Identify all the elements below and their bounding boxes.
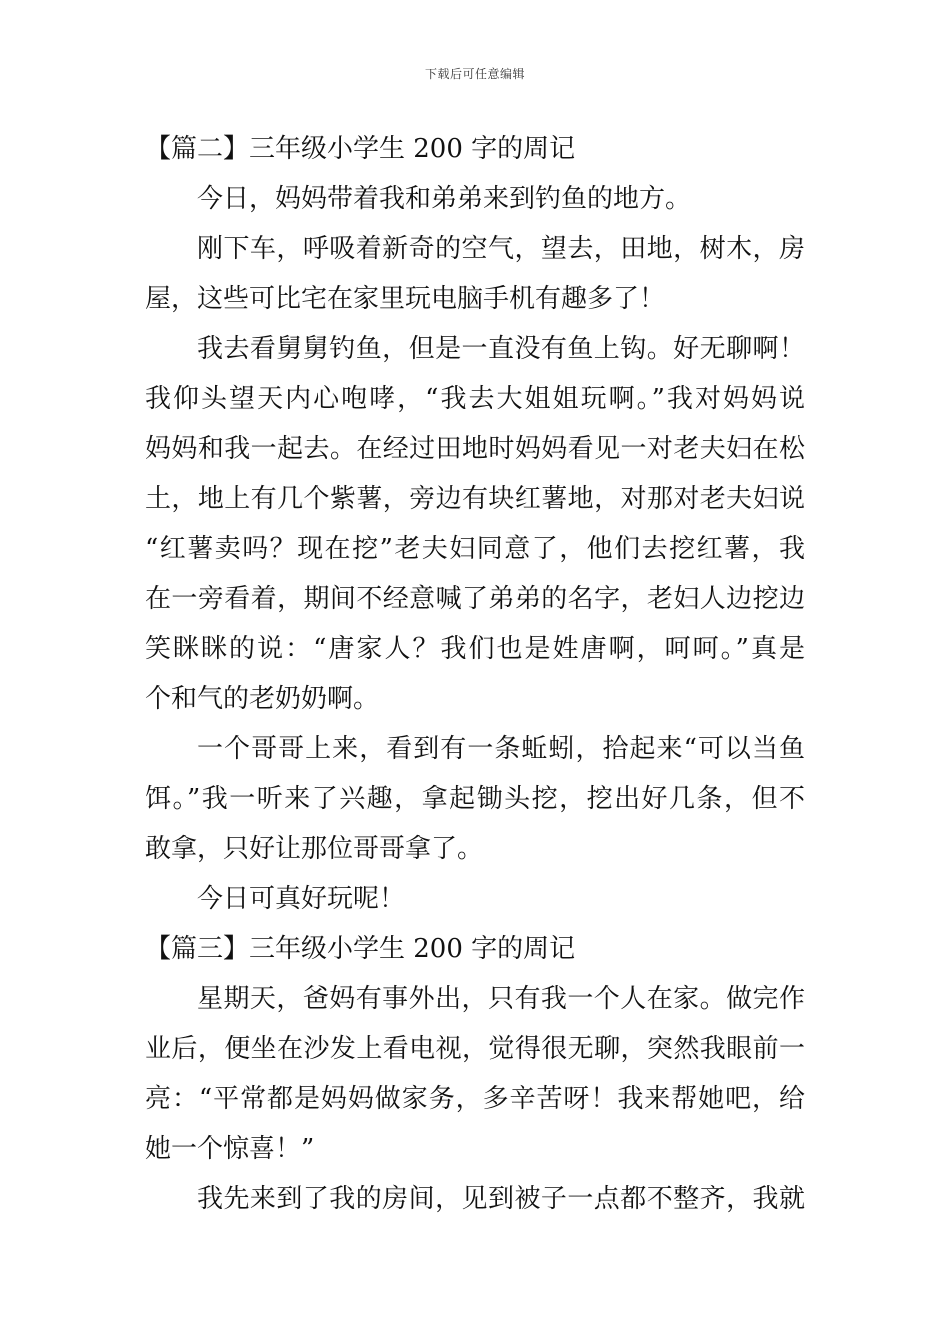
text-line: 妈妈和我一起去。在经过田地时妈妈看见一对老夫妇在松 bbox=[145, 434, 805, 464]
text-line: 我先来到了我的房间，见到被子一点都不整齐，我就 bbox=[197, 1184, 805, 1214]
text-line: 笑眯眯的说：“唐家人？我们也是姓唐啊，呵呵。”真是 bbox=[145, 634, 805, 664]
text-line: 一个哥哥上来，看到有一条蚯蚓，拾起来“可以当鱼 bbox=[197, 734, 805, 764]
text-line: 【篇三】三年级小学生 200 字的周记 bbox=[145, 934, 576, 964]
text-line: 在一旁看着，期间不经意喊了弟弟的名字，老妇人边挖边 bbox=[145, 584, 805, 614]
text-line: 土，地上有几个紫薯，旁边有块红薯地，对那对老夫妇说 bbox=[145, 484, 805, 514]
text-line: 今日，妈妈带着我和弟弟来到钓鱼的地方。 bbox=[197, 184, 692, 214]
text-line: 业后，便坐在沙发上看电视，觉得很无聊，突然我眼前一 bbox=[145, 1034, 805, 1064]
text-line: 敢拿，只好让那位哥哥拿了。 bbox=[145, 834, 484, 864]
text-line: 她一个惊喜！” bbox=[145, 1134, 315, 1164]
text-line: 个和气的老奶奶啊。 bbox=[145, 684, 380, 714]
page-header: 下载后可任意编辑 bbox=[424, 67, 525, 81]
text-line: 【篇二】三年级小学生 200 字的周记 bbox=[145, 134, 576, 164]
text-line: 今日可真好玩呢！ bbox=[197, 884, 406, 914]
text-line: 我仰头望天内心咆哮，“我去大姐姐玩啊。”我对妈妈说 bbox=[145, 384, 805, 414]
document-body bbox=[145, 124, 805, 1224]
text-line: 屋，这些可比宅在家里玩电脑手机有趣多了！ bbox=[145, 284, 666, 314]
text-line: “红薯卖吗？现在挖”老夫妇同意了，他们去挖红薯，我 bbox=[145, 534, 805, 564]
text-line: 饵。”我一听来了兴趣，拿起锄头挖，挖出好几条，但不 bbox=[145, 784, 805, 814]
text-line: 我去看舅舅钓鱼，但是一直没有鱼上钩。好无聊啊！ bbox=[197, 334, 805, 364]
text-line: 星期天，爸妈有事外出，只有我一个人在家。做完作 bbox=[197, 984, 805, 1014]
text-line: 亮：“平常都是妈妈做家务，多辛苦呀！我来帮她吧，给 bbox=[145, 1084, 805, 1114]
text-line: 刚下车，呼吸着新奇的空气，望去，田地，树木，房 bbox=[197, 234, 805, 264]
